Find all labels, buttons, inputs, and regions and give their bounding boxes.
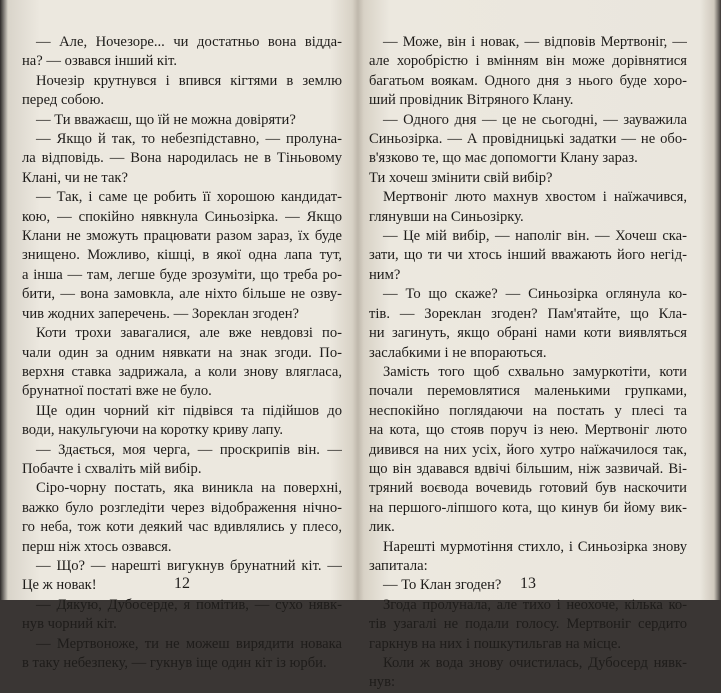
text-line: на? — озвався інший кіт. xyxy=(22,53,177,70)
text-line: нув чорний кіт. xyxy=(22,616,117,633)
text-line: — Це мій вибір, — наполіг він. — Хочеш ска- xyxy=(383,228,687,245)
text-line: нув: xyxy=(369,674,396,691)
right-page xyxy=(369,0,687,691)
text-line: — Може, він і новак, — відповів Мертвоніг, — xyxy=(383,34,687,50)
text-line: — Дякую, Дубосерде, я помітив, — сухо нявк- xyxy=(36,596,342,613)
text-line: багатьом воякам. Одного дня з нього буде хоро- xyxy=(369,72,687,89)
text-line: Клани не зможуть працювати разом зараз, їх буде xyxy=(22,228,342,245)
text-line: знищено. Можливо, кішці, в якої одна лапа тут, xyxy=(22,247,342,264)
text-line: Побачте і схваліть мій вибір. xyxy=(22,460,202,477)
text-line: в'язково те, що має допомогти Клану зараз. xyxy=(369,150,638,167)
text-line: — Що? — нарешті вигукнув брунатний кіт. — xyxy=(36,557,342,574)
text-line: — Якщо й так, то небезпідставно, — пролуна- xyxy=(36,131,342,148)
text-line: — Але, Ночезоре... чи достатньо вона відда- xyxy=(36,34,342,50)
text-line: а інша — там, легше буде зрозуміти, що треба ро- xyxy=(22,266,342,283)
text-line: ни загинуть, якщо обрані нами коти виявляться xyxy=(369,325,687,342)
text-line: го неба, тож коти деякий час вдивлялись у плесо, xyxy=(22,519,342,536)
text-line: на першого-ліпшого кота, що кинув би йому вик- xyxy=(369,499,687,516)
text-line: тів. — Зореклан згоден? Пам'ятайте, що Кла- xyxy=(369,305,687,322)
text-line: на кота, що стояв поруч із нею. Мертвоніг люто xyxy=(369,422,687,439)
text-line: бити, — вона замовкла, але ніхто більше не озву- xyxy=(22,286,342,303)
text-line: кою, — спокійно нявкнула Синьозірка. — Якщо xyxy=(22,208,342,225)
text-line: зати, що ти чи хтось інший вважають його негід- xyxy=(369,247,687,264)
text-line: Синьозірка. — А провідницькі задатки — не обо- xyxy=(369,131,687,148)
text-line: неспокійно поглядаючи на постать у плесі та xyxy=(369,402,687,419)
text-line: перед собою. xyxy=(22,92,104,109)
text-line: брунатної постаті вже не було. xyxy=(22,383,212,400)
text-line: — То Клан згоден? xyxy=(383,577,502,594)
text-line: Замість того щоб схвально замуркотіти, коти xyxy=(383,363,687,380)
text-line: Це ж новак! xyxy=(22,577,97,594)
text-line: — Так, і саме це робить її хорошою кандидат- xyxy=(36,189,342,206)
text-line: заслабкими і не впораються. xyxy=(369,344,547,361)
text-line: Згода пролунала, але тихо і неохоче, кілька ко- xyxy=(383,596,687,613)
text-line: води, накульгуючи на коротку криву лапу. xyxy=(22,422,283,439)
text-line: лик. xyxy=(369,519,395,536)
text-line: Сіро-чорну постать, яка виникла на поверхні, xyxy=(36,480,342,497)
left-page-text xyxy=(22,0,342,673)
text-line: ший провідник Вітряного Клану. xyxy=(369,92,574,109)
text-line: верхня ставка задрижала, а коли знову влягласа, xyxy=(22,363,342,380)
text-line: Коли ж вода знову очистилась, Дубосерд нявк- xyxy=(383,655,687,671)
right-page-number: 13 xyxy=(520,575,536,592)
text-line: ла відповідь. — Вона народилась не в Тіньовому xyxy=(22,150,342,167)
text-line: Ночезір крутнувся і впився кігтями в землю xyxy=(36,72,342,89)
text-line: — Ти вважаєш, що їй не можна довіряти? xyxy=(36,111,296,128)
text-line: запитала: xyxy=(369,557,428,574)
text-line: Коти трохи завагалися, але вже невдовзі по- xyxy=(36,325,342,342)
text-line: ним? xyxy=(369,266,401,283)
text-line: — Здається, моя черга, — проскрипів він. — xyxy=(36,441,342,458)
text-line: перш ніж хтось озвався. xyxy=(22,538,172,555)
text-line: тряний воєвода вочевидь готовий був наскочити xyxy=(369,480,687,497)
text-line: але хоробрістю і вмінням він може дорівнятися xyxy=(369,53,687,70)
text-line: — Мертвоноже, ти не можеш вирядити новака xyxy=(36,635,342,652)
text-line: гаркнув на них і пошкутильгав на місце. xyxy=(369,635,621,652)
text-line: тів узагалі не подали голосу. Мертвоніг сердито xyxy=(369,616,687,633)
text-line: Нарешті мурмотіння стихло, і Синьозірка знову xyxy=(383,538,687,555)
text-line: дивився на них усіх, його хутро наїжачилося так, xyxy=(369,441,687,458)
text-line: Ще один чорний кіт підвівся та підійшов до xyxy=(36,402,342,419)
text-line: в таку небезпеку, — гукнув іще один кіт із юрби. xyxy=(22,655,327,671)
text-line: чив жодних заперечень. — Зореклан згоден? xyxy=(22,305,299,322)
text-line: Мертвоніг люто махнув хвостом і наїжачився, xyxy=(383,189,687,206)
text-line: глянувши на Синьозірку. xyxy=(369,208,524,225)
text-line: почали перемовлятися маленькими групками, xyxy=(369,383,687,400)
text-line: Ти хочеш змінити свій вибір? xyxy=(369,169,553,186)
left-page xyxy=(22,0,342,671)
left-page-number: 12 xyxy=(174,575,190,592)
text-line: — То що скаже? — Синьозірка оглянула ко- xyxy=(383,286,687,303)
text-line: — Одного дня — це не сьогодні, — зауважила xyxy=(383,111,687,128)
text-line: важко було розгледіти через відображення нічно- xyxy=(22,499,342,516)
text-line: чали один за одним нявкати на знак згоди. По- xyxy=(22,344,342,361)
text-line: що він здавався вдвічі більшим, ніж зазвичай. Ві- xyxy=(369,460,687,477)
text-line: Клані, чи не так? xyxy=(22,169,128,186)
